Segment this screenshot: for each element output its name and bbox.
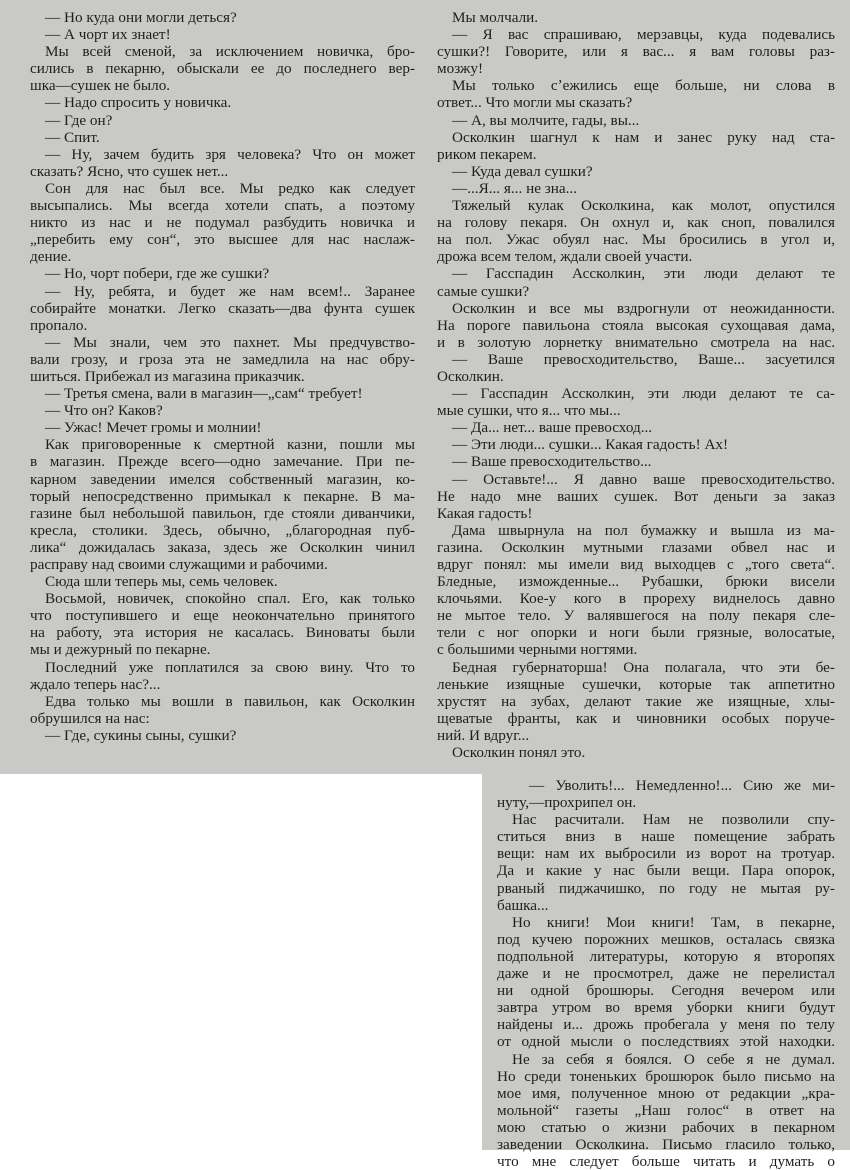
text-line: — Третья смена, вали в магазин—„сам“ требует! (45, 385, 363, 403)
text-line: — Оставьте!... Я давно ваше превосходительство. (452, 470, 835, 488)
text-line: щеватые франты, как и чиновники особых поруче- (437, 709, 835, 727)
text-line: — Где он? (45, 111, 113, 129)
text-line: Осколкин понял это. (452, 744, 586, 762)
text-line: собирайте монатки. Легко сказать—два фунта сушек (30, 299, 415, 317)
text-line: что поступившего и еще неокончательно принятого (30, 607, 415, 625)
text-line: ленькие изящные сушечки, которые так аппетитно (437, 675, 835, 693)
text-line: Сюда шли теперь мы, семь человек. (45, 573, 278, 591)
text-line: — Надо спросить у новичка. (45, 94, 232, 112)
text-line: — Уволить!... Немедленно!... Сию же ми- (529, 777, 835, 794)
text-line: газине был небольшой павильон, где стояли диванчики, (30, 504, 415, 522)
text-line: дение. (30, 248, 72, 266)
text-line: и в золотую лорнетку внимательно смотрела на нас. (437, 333, 835, 351)
text-line: найдены и... дрожь пробегала у меня по телу (497, 1016, 835, 1034)
text-line: Осколкин шагнул к нам и занес руку над ста- (452, 128, 835, 146)
text-line: — А, вы молчите, гады, вы... (452, 111, 640, 129)
text-line: — Я вас спрашиваю, мерзавцы, куда подевались (452, 26, 835, 44)
text-line: — Мы знали, чем это пахнет. Мы предчувство- (45, 333, 415, 351)
text-line: кресла, столики. Здесь, обычно, „благородная пуб- (30, 521, 415, 539)
text-line: Осколкин. (437, 367, 504, 385)
text-line: Но среди тоненьких брошюрок было письмо на (497, 1067, 835, 1085)
text-line: вещи: нам их выбросили из ворот на тротуар. (497, 845, 835, 863)
text-line: Мы только сʼежились еще больше, ни слова в (452, 77, 835, 95)
text-line: Мы молчали. (452, 9, 539, 26)
text-line: на работу, эта история не касалась. Виноваты были (30, 624, 415, 642)
text-line: — Спит. (45, 128, 100, 146)
text-line: Бледные, изможденные... Рубашки, брюки висели (437, 573, 835, 591)
text-line: — Эти люди... сушки... Какая гадость! Ах! (452, 436, 729, 454)
text-line: — Гасспадин Ассколкин, эти люди делают те са- (452, 385, 835, 403)
text-line: газина. Осколкин мутными глазами обвел нас и (437, 538, 835, 556)
text-line: — Куда девал сушки? (452, 162, 593, 180)
text-column-bottom (497, 777, 835, 1170)
text-line: мою статью о жизни рабочих в пекарном (497, 1118, 835, 1136)
text-line: от одной мысли о последствиях этой находки. (497, 1033, 835, 1051)
text-line: сушки?! Говорите, или я вас... я вам головы раз- (437, 43, 835, 61)
text-line: Не за себя я боялся. О себе я не думал. (512, 1050, 835, 1068)
text-line: вали грозу, и гроза эта не замедлила на нас обру- (30, 350, 415, 368)
text-line: — Но, чорт побери, где же сушки? (45, 265, 270, 283)
text-line: тели с ног опорки и ноги были грязные, волосатые, (437, 624, 835, 642)
text-line: ответ... Что могли мы сказать? (437, 94, 633, 112)
text-column-right (437, 9, 835, 761)
text-line: Едва только мы вошли в павильон, как Осколкин (45, 692, 415, 710)
text-line: Осколкин и все мы вздрогнули от неожиданности. (452, 299, 835, 317)
text-line: Бедная губернаторша! Она полагала, что эти бе- (452, 658, 835, 676)
text-line: — А чорт их знает! (45, 26, 171, 44)
text-line: самые сушки? (437, 282, 530, 300)
text-line: риком пекарем. (437, 145, 537, 163)
text-line: шиться. Прибежал из магазина приказчик. (30, 367, 305, 385)
text-line: „перебить ему сон“, это высшее для нас наслаж- (30, 231, 415, 249)
text-line: сказать? Ясно, что сушек нет... (30, 162, 229, 180)
text-line: — Ну, зачем будить зря человека? Что он может (45, 145, 415, 163)
text-line: сились в пекарню, обыскали ее до последнего вер- (30, 60, 415, 78)
text-line: пропало. (30, 316, 88, 334)
text-line: — Но куда они могли деться? (45, 9, 237, 26)
text-line: — Ваше превосходительство, Ваше... засуетился (452, 350, 835, 368)
text-line: мы и дежурный по пекарне. (30, 641, 211, 659)
text-line: Не надо мне ваших сушек. Вот деньги за заказ (437, 487, 835, 505)
text-line: ни одной брошюры. Сегодня вечером или (497, 982, 835, 1000)
text-line: ститься вниз в наше помещение забрать (497, 828, 835, 846)
text-line: на голову пекаря. Он охнул и, как сноп, повалился (437, 214, 835, 232)
text-line: Сон для нас был все. Мы редко как следует (45, 179, 415, 197)
text-line: башка... (497, 896, 549, 914)
text-line: — Где, сукины сыны, сушки? (45, 726, 237, 744)
text-line: — Да... нет... ваше превосход... (452, 419, 653, 437)
text-line: Последний уже поплатился за свою вину. Что то (45, 658, 415, 676)
text-line: Как приговоренные к смертной казни, пошли мы (45, 436, 415, 454)
text-line: мые сушки, что я... что мы... (437, 402, 621, 420)
text-line: обрушился на нас: (30, 709, 150, 727)
text-line: высыпались. Мы всегда хотели спать, а поэтому (30, 197, 415, 215)
text-line: подпольной литературы, которую я второпях (497, 947, 835, 965)
text-line: — Ваше превосходительство... (452, 453, 652, 471)
text-line: вдруг понял: мы имели вид выходцев с „того света“. (437, 556, 835, 573)
text-line: Восьмой, новичек, спокойно спал. Его, как только (45, 590, 415, 608)
text-column-left (30, 9, 415, 744)
text-line: завтра утром во время уборки книги будут (497, 999, 835, 1017)
text-line: карном заведении имелся собственный магазин, ко- (30, 470, 415, 488)
text-line: заведении Осколкина. Письмо гласило только, (497, 1135, 835, 1153)
text-line: мольной“ газеты „Наш голос“ в ответ на (497, 1101, 835, 1119)
text-line: нуту,—прохрипел он. (497, 794, 637, 812)
text-line: шка—сушек не было. (30, 77, 171, 95)
text-line: даже и не просмотрел, даже не перелистал (497, 965, 835, 983)
text-line: с большими черными ногтями. (437, 641, 638, 659)
text-line: —...Я... я... не зна... (452, 179, 577, 197)
text-line: — Что он? Каков? (45, 402, 163, 420)
text-line: Да и какие у нас были вещи. Пара опорок, (497, 862, 835, 880)
text-line: ждало теперь нас?... (30, 675, 161, 693)
text-line: Мы всей сменой, за исключением новичка, бро- (45, 43, 415, 61)
text-line: что мне следует больше читать и думать о (497, 1153, 835, 1170)
text-line: под кучею порожних мешков, осталась связка (497, 930, 835, 948)
text-line: на пол. Ужас обуял нас. Мы бросились в угол и, (437, 231, 835, 249)
text-line: Но книги! Мои книги! Там, в пекарне, (512, 913, 835, 931)
text-line: — Ну, ребята, и будет же нам всем!.. Заранее (45, 282, 415, 300)
text-line: — Ужас! Мечет громы и молнии! (45, 419, 262, 437)
text-line: Нас расчитали. Нам не позволили спу- (512, 811, 835, 829)
text-line: Тяжелый кулак Осколкина, как молот, опустился (452, 197, 835, 215)
text-line: — Гасспадин Ассколкин, эти люди делают те (452, 265, 835, 283)
text-line: мозжу! (437, 60, 484, 78)
text-line: не мытое тело. У валявшегося на полу пекаря сле- (437, 607, 835, 625)
text-line: никто из нас и не подумал разбудить новичка и (30, 214, 415, 232)
text-line: расправу над своими служащими и рабочими. (30, 556, 328, 573)
text-line: На пороге павильона стояла высокая сухощавая дама, (437, 316, 835, 334)
text-line: ний. И вдруг... (437, 726, 530, 744)
text-line: в магазин. Прежде всего—одно замечание. При пе- (30, 453, 415, 471)
text-line: клочьями. Кое-у кого в прореху виднелось давно (437, 590, 835, 608)
text-line: лика“ дожидалась заказа, здесь же Осколкин чинил (30, 538, 415, 556)
text-line: хрустят на зубах, делают такие же изящные, хлы- (437, 692, 835, 710)
text-line: торый непосредственно примыкал к пекарне. В ма- (30, 487, 415, 505)
text-line: Какая гадость! (437, 504, 533, 522)
text-line: дрожа всем телом, ждали своей участи. (437, 248, 693, 266)
text-line: Дама швырнула на пол бумажку и вышла из ма- (452, 521, 835, 539)
text-line: мое имя, полученное мною от редакции „кра- (497, 1084, 835, 1102)
text-line: рваный пиджачишко, по году не мытая ру- (497, 879, 835, 897)
